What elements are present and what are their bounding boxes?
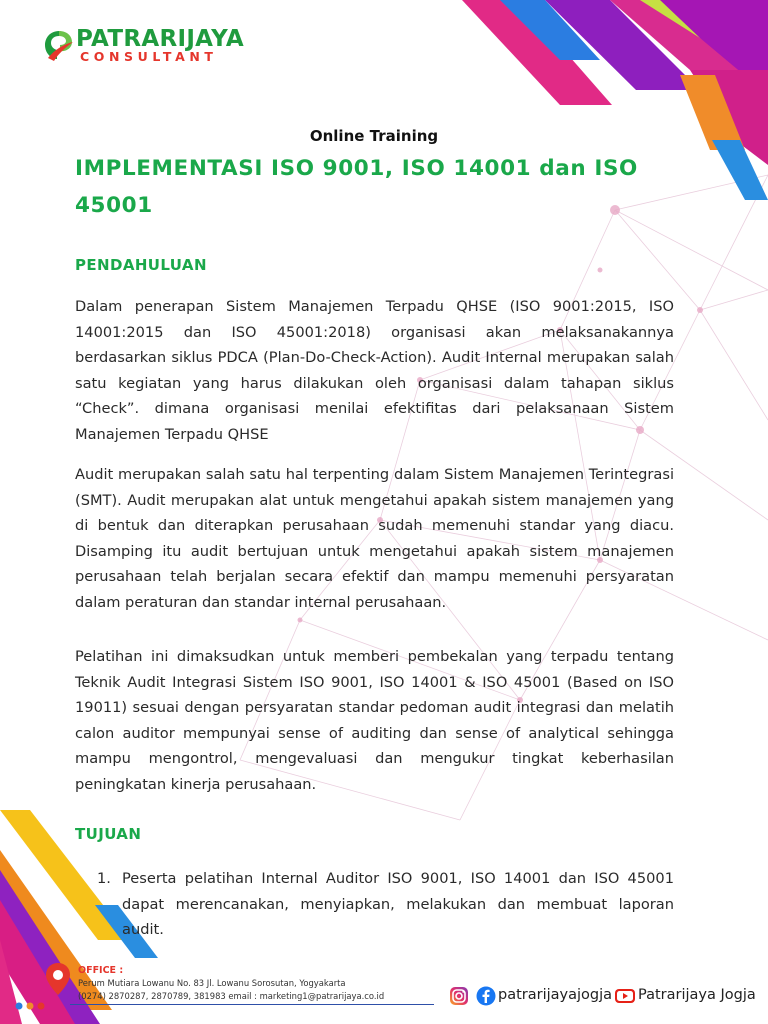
paragraph-2: Audit merupakan salah satu hal terpenting dalam Sistem Manajemen Terintegrasi (SMT). Audit merupakan alat untuk mengetahui apakah sistem manajemen yang di bentuk dan diterapkan perusahaan sudah memenuhi standar yang diacu. Disamping itu audit bertujuan untuk mengetahui apakah sistem manajemen perusahaan telah berjalan secara efektif dan mampu memenuhi persyaratan dalam peraturan dan standar internal perusahaan. xyxy=(75,466,674,611)
location-pin-icon xyxy=(44,962,72,996)
social-handle[interactable]: patrarijayajogja xyxy=(498,987,613,1003)
logo-name: PATRARIJAYA xyxy=(76,26,244,52)
section-heading-pendahuluan: PENDAHULUAN xyxy=(75,256,207,274)
company-logo xyxy=(44,28,254,68)
youtube-channel[interactable]: Patrarijaya Jogja xyxy=(638,987,756,1003)
paragraph-3: Pelatihan ini dimaksudkan untuk memberi pembekalan yang terpadu tentang Teknik Audit Integrasi Sistem ISO 9001, ISO 14001 & ISO 45001 (Based on ISO 19011) sesuai dengan persyaratan standar pedoman audit integrasi dan melatih calon auditor mempunyai sense of auditing dan sense of analytical sehingga mampu mengontrol, mengevaluasi dan mengukur tingkat keberhasilan peningkatan kinerja perusahaan. xyxy=(75,648,674,793)
office-contact: (0274) 2870287, 2870789, 381983 email : marketing1@patrarijaya.co.id xyxy=(78,991,385,1001)
footer-divider xyxy=(70,1004,434,1005)
paragraph-1: Dalam penerapan Sistem Manajemen Terpadu QHSE (ISO 9001:2015, ISO 14001:2015 dan ISO 45001:2018) organisasi akan melaksanakannya berdasarkan siklus PDCA (Plan-Do-Check-Action). Audit Internal merupakan salah satu kegiatan yang harus dilakukan oleh organisasi dalam tahapan siklus “Check”. dimana organisasi menilai efektifitas dari pelaksanaan Sistem Manajemen Terpadu QHSE xyxy=(75,298,674,443)
decorative-dots-icon xyxy=(14,1000,54,1012)
facebook-icon[interactable] xyxy=(476,986,496,1006)
office-label: OFFICE : xyxy=(78,965,124,976)
instagram-icon[interactable] xyxy=(449,986,469,1006)
list-item-number: 1. xyxy=(97,870,111,887)
list-item-text: Peserta pelatihan Internal Auditor ISO 9001, ISO 14001 dan ISO 45001 dapat merencanakan, menyiapkan, melakukan dan membuat laporan audit. xyxy=(122,870,674,939)
youtube-icon[interactable] xyxy=(614,987,636,1005)
document-subtitle: Online Training xyxy=(309,127,439,145)
section-heading-tujuan: TUJUAN xyxy=(75,825,142,843)
logo-leaf-icon xyxy=(44,28,74,62)
logo-tagline: CONSULTANT xyxy=(80,49,218,64)
office-address: Perum Mutiara Lowanu No. 83 Jl. Lowanu Sorosutan, Yogyakarta xyxy=(78,978,346,988)
document-title: IMPLEMENTASI ISO 9001, ISO 14001 dan ISO 45001 xyxy=(75,156,638,218)
